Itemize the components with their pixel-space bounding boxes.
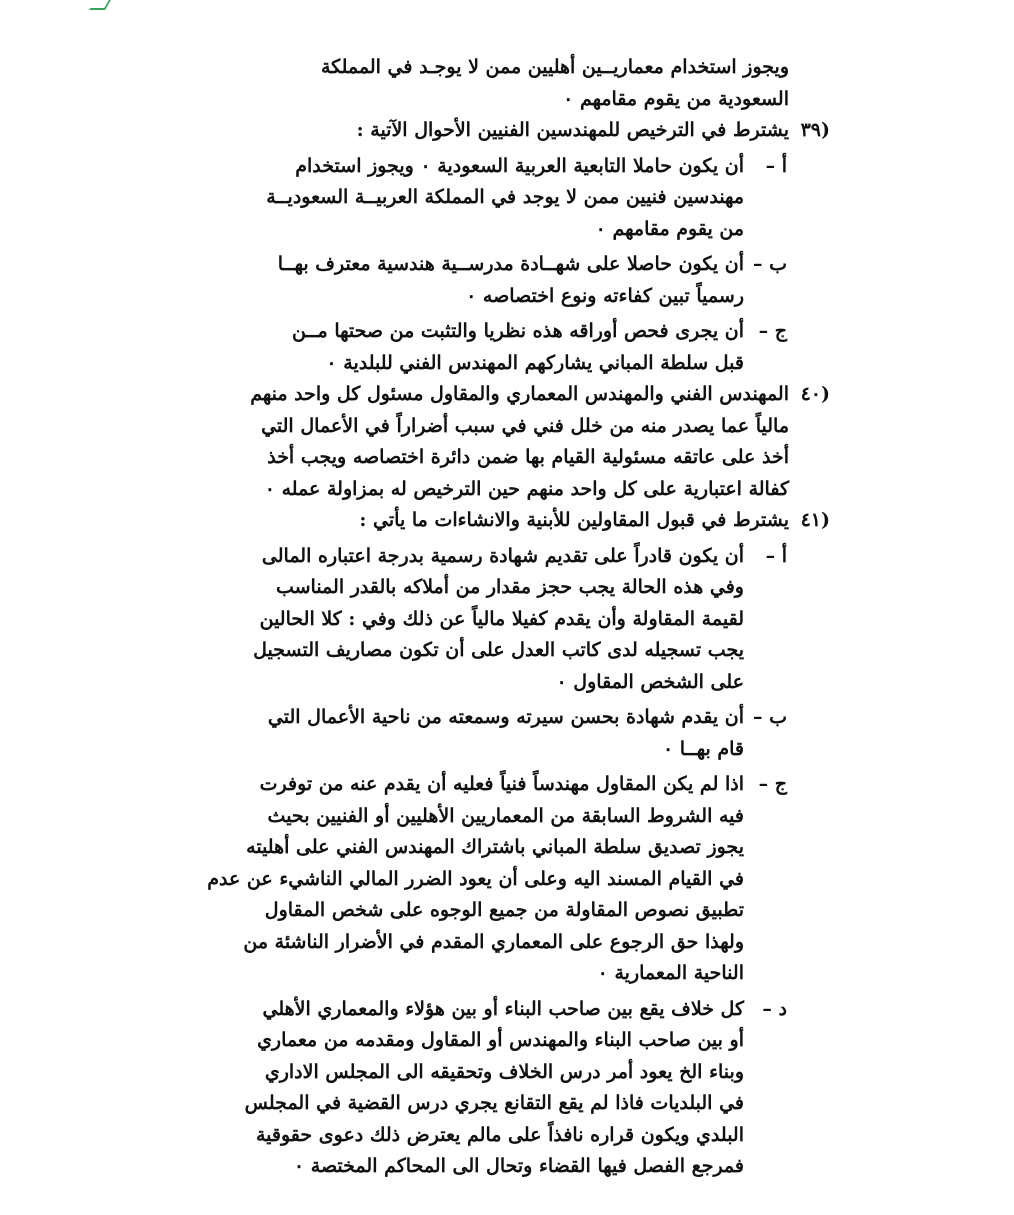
text-line: لقيمة المقاولة وأن يقدم كفيلا مالياً عن ذلك وفي : كلا الحالين — [259, 607, 744, 630]
sub-clause-c — [0, 769, 1014, 990]
text-line: يجوز تصديق سلطة المباني باشتراك المهندس الفني على أهليته — [246, 836, 744, 858]
sub-clause-mark: أ – — [765, 154, 787, 177]
clause-40 — [0, 379, 1014, 505]
clause-41 — [0, 505, 1014, 1183]
clause-text — [236, 115, 789, 147]
text-line: فمرجع الفصل فيها القضاء وتحال الى المحاكم المختصة ٠ — [293, 1155, 744, 1177]
sub-clause-text — [236, 249, 744, 312]
text-line: أو بين صاحب البناء والمهندس أو المقاول ومقدمه من معماري — [257, 1029, 744, 1051]
text-line: ولهذا حق الرجوع على المعماري المقدم في الأضرار الناشئة من — [243, 930, 744, 953]
text-line: مهندسين فنيين ممن لا يوجد في المملكة العربيــة السعوديــة — [266, 186, 744, 208]
text-line: البلدي ويكون قراره نافذاً على مالم يعترض ذلك دعوى حقوقية — [255, 1123, 744, 1146]
sub-clause-text — [236, 151, 744, 246]
clause-number: (٤١ — [800, 509, 830, 531]
text-line: يشترط في قبول المقاولين للأبنية والانشاءات ما يأتي : — [359, 509, 789, 531]
text-line: رسمياً تبين كفاءته ونوع اختصاصه ٠ — [466, 284, 744, 307]
clause-39 — [0, 115, 1014, 379]
text-line: الناحية المعمارية ٠ — [597, 962, 744, 984]
text-line: كفالة اعتبارية على كل واحد منهم حين الترخيص له بمزاولة عمله ٠ — [264, 477, 789, 500]
sub-clause-a — [0, 541, 1014, 699]
clause-text — [236, 505, 789, 537]
text-line: السعودية من يقوم مقامهم ٠ — [563, 87, 789, 110]
text-line: قبل سلطة المباني يشاركهم المهندس الفني للبلدية ٠ — [326, 351, 744, 374]
sub-clause-mark: ج – — [758, 320, 787, 342]
text-line: من يقوم مقامهم ٠ — [595, 217, 744, 240]
text-line: يشترط في الترخيص للمهندسين الفنيين الأحوال الآتية : — [356, 119, 789, 141]
clause-text — [236, 379, 789, 505]
intro-paragraph — [236, 52, 789, 115]
text-line: وبناء الخ يعود أمر درس الخلاف وتحقيقه الى المجلس الاداري — [264, 1060, 744, 1083]
text-line: اذا لم يكن المقاول مهندساً فنياً فعليه أن يقدم عنه من توفرت — [259, 773, 744, 795]
text-line: المهندس الفني والمهندس المعماري والمقاول مسئول كل واحد منهم — [250, 383, 789, 405]
sub-clause-text — [236, 316, 744, 379]
text-line: في البلديات فاذا لم يقع التقانع يجري درس القضية في المجلس — [244, 1092, 744, 1114]
sub-clause-c — [0, 316, 1014, 379]
text-line: أن يقدم شهادة بحسن سيرته وسمعته من ناحية الأعمال التي — [267, 706, 744, 728]
text-line: أخذ على عاتقه مسئولية القيام بها ضمن دائرة اختصاصه ويجب أخذ — [267, 446, 789, 468]
text-line: وفي هذه الحالة يجب حجز مقدار من أملاكه بالقدر المناسب — [275, 576, 744, 598]
text-line: أن يكون حاصلا على شهــادة مدرســية هندسية معترف بهــا — [277, 253, 744, 275]
sub-clause-mark: أ – — [765, 544, 787, 567]
clause-number: (٤٠ — [800, 383, 830, 405]
sub-clause-text — [236, 994, 744, 1183]
text-line: قام بهــا ٠ — [662, 737, 744, 760]
sub-clause-text — [207, 769, 744, 990]
sub-clause-text — [236, 541, 744, 699]
sub-clause-mark: ب – — [752, 706, 787, 728]
text-line: يجب تسجيله لدى كاتب العدل على أن تكون مصاريف التسجيل — [253, 639, 744, 661]
text-line: على الشخص المقاول ٠ — [556, 670, 744, 693]
sub-clause-mark: د – — [762, 997, 787, 1020]
corner-mark — [89, 0, 111, 10]
sub-clause-b — [0, 249, 1014, 312]
sub-clause-mark: ب – — [752, 253, 787, 275]
sub-clause-text — [236, 702, 744, 765]
text-line: أن يكون قادراً على تقديم شهادة رسمية بدرجة اعتباره المالى — [261, 544, 744, 567]
document-body — [0, 52, 1014, 1183]
sub-clause-d — [0, 994, 1014, 1183]
text-line: أن يجرى فحص أوراقه هذه نظريا والتثبت من صحتها مــن — [291, 320, 744, 342]
sub-clause-b — [0, 702, 1014, 765]
text-line: كل خلاف يقع بين صاحب البناء أو بين هؤلاء والمعماري الأهلي — [262, 997, 744, 1020]
text-line: في القيام المسند اليه وعلى أن يعود الضرر المالي الناشيء عن عدم — [207, 867, 744, 890]
sub-clause-mark: ج – — [758, 773, 787, 795]
text-line: تطبيق نصوص المقاولة من جميع الوجوه على شخص المقاول — [264, 899, 744, 921]
clause-number: (٣٩ — [800, 119, 830, 141]
text-line: فيه الشروط السابقة من المعماريين الأهليين أو الفنيين بحيث — [267, 804, 744, 827]
text-line: مالياً عما يصدر منه من خلل فني في سبب أضراراً في الأعمال التي — [261, 414, 789, 437]
text-line: أن يكون حاملا التابعية العربية السعودية ٠ ويجوز استخدام — [295, 154, 744, 177]
text-line: ويجوز استخدام معماريــين أهليين ممن لا يوجـد في المملكة — [320, 56, 789, 78]
sub-clause-a — [0, 151, 1014, 246]
